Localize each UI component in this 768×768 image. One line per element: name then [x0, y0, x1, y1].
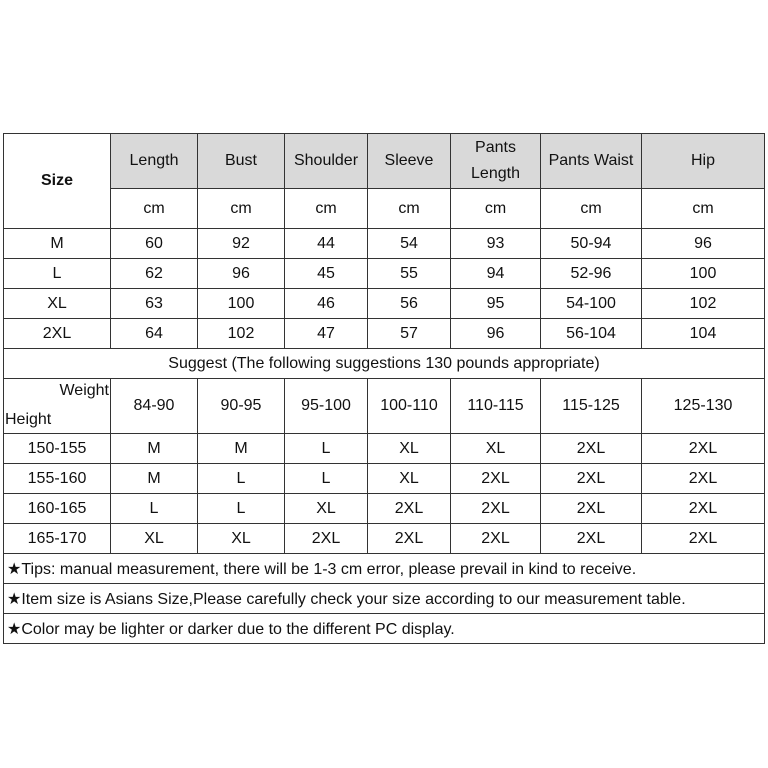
- recommend-cell: M: [111, 464, 198, 494]
- value-cell: 96: [642, 229, 765, 259]
- recommend-row: [4, 464, 765, 494]
- value-cell: 56-104: [541, 319, 642, 349]
- measure-row-xl: [4, 289, 765, 319]
- note-color: ★Color may be lighter or darker due to the different PC display.: [4, 614, 765, 644]
- height-cell: 160-165: [4, 494, 111, 524]
- recommend-cell: XL: [285, 494, 368, 524]
- weight-cell: 125-130: [642, 379, 765, 434]
- size-header: Size: [4, 134, 111, 229]
- suggest-row: [4, 349, 765, 379]
- recommend-cell: XL: [111, 524, 198, 554]
- height-cell: 155-160: [4, 464, 111, 494]
- recommend-cell: L: [198, 464, 285, 494]
- value-cell: 93: [451, 229, 541, 259]
- value-cell: 55: [368, 259, 451, 289]
- size-cell: XL: [4, 289, 111, 319]
- value-cell: 54: [368, 229, 451, 259]
- recommend-cell: 2XL: [642, 524, 765, 554]
- value-cell: 47: [285, 319, 368, 349]
- value-cell: 100: [642, 259, 765, 289]
- recommend-cell: XL: [198, 524, 285, 554]
- weight-cell: 115-125: [541, 379, 642, 434]
- weight-header-row: [4, 379, 765, 434]
- header-length: Length: [111, 134, 198, 189]
- unit-cell: cm: [111, 189, 198, 229]
- header-hip: Hip: [642, 134, 765, 189]
- value-cell: 96: [451, 319, 541, 349]
- recommend-cell: L: [111, 494, 198, 524]
- recommend-cell: 2XL: [541, 494, 642, 524]
- unit-cell: cm: [642, 189, 765, 229]
- note-row: [4, 584, 765, 614]
- recommend-cell: 2XL: [451, 494, 541, 524]
- weight-cell: 110-115: [451, 379, 541, 434]
- measure-row-2xl: [4, 319, 765, 349]
- recommend-cell: XL: [368, 464, 451, 494]
- unit-cell: cm: [451, 189, 541, 229]
- value-cell: 95: [451, 289, 541, 319]
- recommend-cell: 2XL: [541, 524, 642, 554]
- value-cell: 46: [285, 289, 368, 319]
- recommend-row: [4, 524, 765, 554]
- weight-cell: 95-100: [285, 379, 368, 434]
- recommend-cell: XL: [451, 434, 541, 464]
- value-cell: 100: [198, 289, 285, 319]
- recommend-cell: XL: [368, 434, 451, 464]
- header-bust: Bust: [198, 134, 285, 189]
- height-cell: 165-170: [4, 524, 111, 554]
- value-cell: 92: [198, 229, 285, 259]
- unit-cell: cm: [541, 189, 642, 229]
- header-pants-length-line1: Pants: [475, 139, 516, 156]
- units-row: [4, 189, 765, 229]
- value-cell: 57: [368, 319, 451, 349]
- weight-cell: 100-110: [368, 379, 451, 434]
- value-cell: 44: [285, 229, 368, 259]
- measure-row-l: [4, 259, 765, 289]
- unit-cell: cm: [285, 189, 368, 229]
- size-cell: 2XL: [4, 319, 111, 349]
- size-cell: L: [4, 259, 111, 289]
- value-cell: 64: [111, 319, 198, 349]
- unit-cell: cm: [368, 189, 451, 229]
- recommend-cell: M: [198, 434, 285, 464]
- note-asian-size: ★Item size is Asians Size,Please carefully check your size according to our measurement table.: [4, 584, 765, 614]
- weight-height-header: [4, 379, 111, 434]
- note-row: [4, 554, 765, 584]
- weight-cell: 90-95: [198, 379, 285, 434]
- value-cell: 60: [111, 229, 198, 259]
- measure-header-row: [4, 134, 765, 189]
- value-cell: 102: [642, 289, 765, 319]
- recommend-cell: L: [285, 434, 368, 464]
- recommend-cell: L: [285, 464, 368, 494]
- recommend-cell: 2XL: [368, 524, 451, 554]
- recommend-cell: 2XL: [541, 464, 642, 494]
- recommend-cell: 2XL: [285, 524, 368, 554]
- suggest-title: Suggest (The following suggestions 130 pounds appropriate): [4, 349, 765, 379]
- value-cell: 96: [198, 259, 285, 289]
- measure-row-m: [4, 229, 765, 259]
- value-cell: 45: [285, 259, 368, 289]
- value-cell: 52-96: [541, 259, 642, 289]
- size-cell: M: [4, 229, 111, 259]
- recommend-row: [4, 494, 765, 524]
- header-pants-waist: Pants Waist: [541, 134, 642, 189]
- weight-label: Weight: [59, 382, 109, 399]
- recommend-cell: M: [111, 434, 198, 464]
- value-cell: 104: [642, 319, 765, 349]
- recommend-cell: L: [198, 494, 285, 524]
- value-cell: 102: [198, 319, 285, 349]
- unit-cell: cm: [198, 189, 285, 229]
- value-cell: 54-100: [541, 289, 642, 319]
- header-shoulder: Shoulder: [285, 134, 368, 189]
- recommend-cell: 2XL: [642, 464, 765, 494]
- size-chart-table: [3, 133, 765, 644]
- height-label: Height: [5, 411, 52, 428]
- value-cell: 50-94: [541, 229, 642, 259]
- header-pants-length-line2: Length: [471, 165, 520, 182]
- note-tips: ★Tips: manual measurement, there will be 1-3 cm error, please prevail in kind to receive.: [4, 554, 765, 584]
- value-cell: 56: [368, 289, 451, 319]
- recommend-cell: 2XL: [642, 494, 765, 524]
- recommend-cell: 2XL: [368, 494, 451, 524]
- header-pants-length: [451, 134, 541, 189]
- value-cell: 94: [451, 259, 541, 289]
- value-cell: 63: [111, 289, 198, 319]
- height-cell: 150-155: [4, 434, 111, 464]
- weight-cell: 84-90: [111, 379, 198, 434]
- recommend-cell: 2XL: [451, 524, 541, 554]
- header-sleeve: Sleeve: [368, 134, 451, 189]
- value-cell: 62: [111, 259, 198, 289]
- recommend-row: [4, 434, 765, 464]
- recommend-cell: 2XL: [451, 464, 541, 494]
- recommend-cell: 2XL: [541, 434, 642, 464]
- note-row: [4, 614, 765, 644]
- recommend-cell: 2XL: [642, 434, 765, 464]
